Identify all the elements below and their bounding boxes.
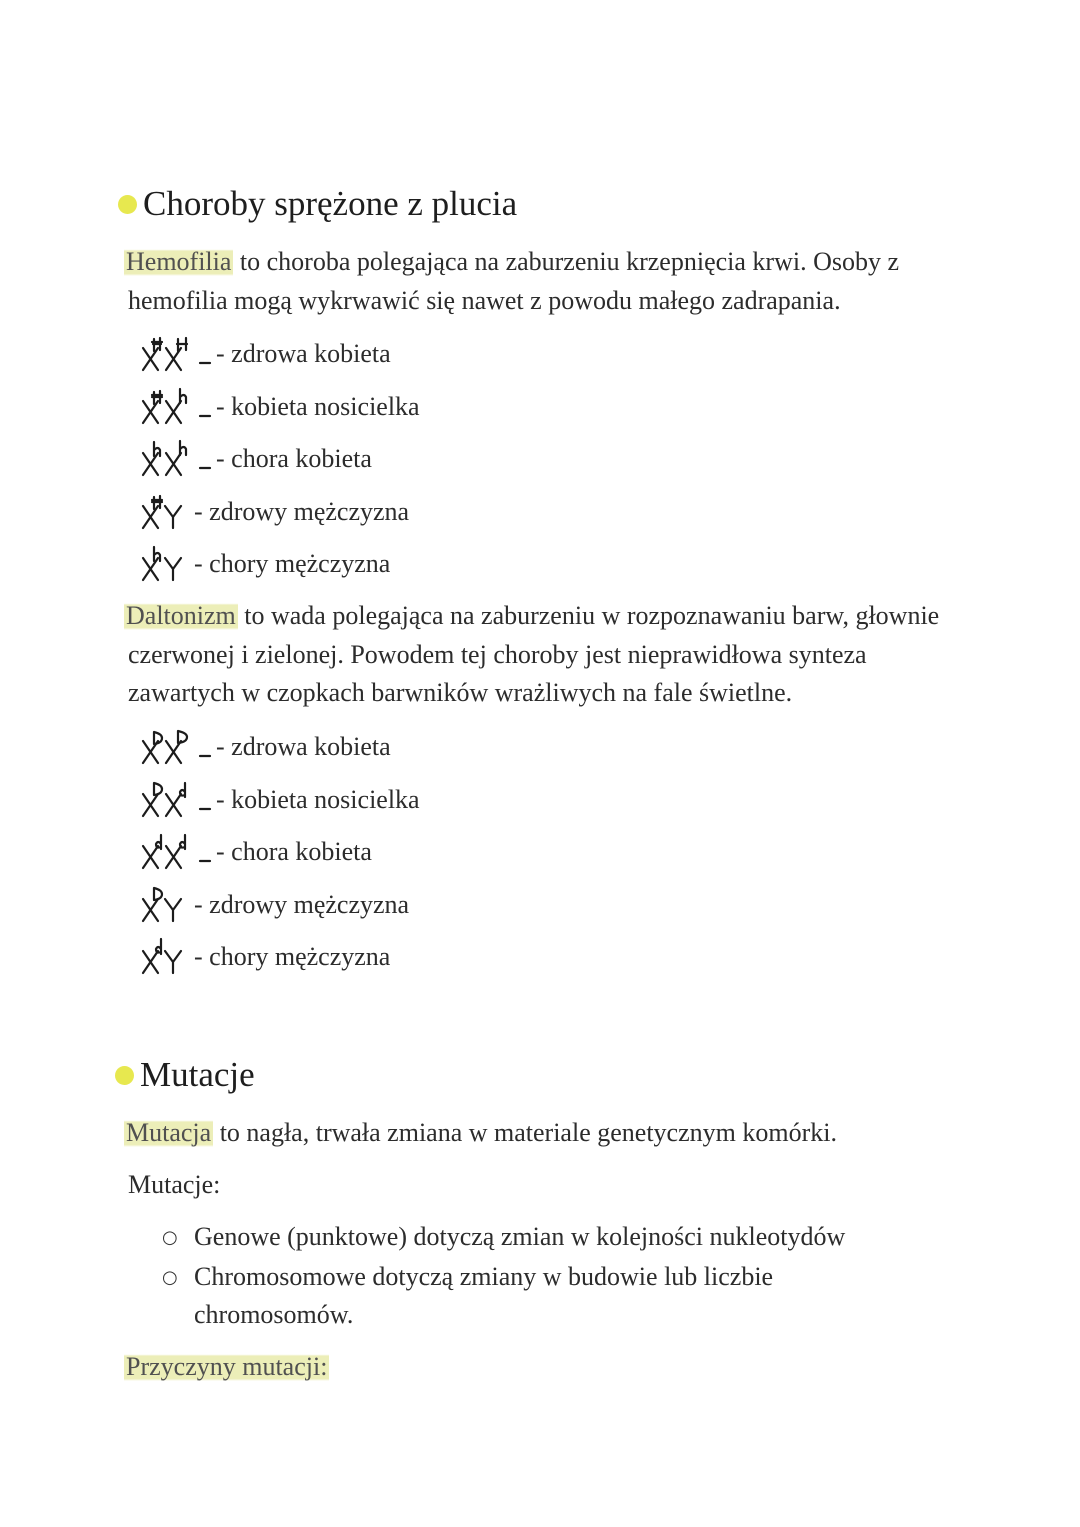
genotype-handwritten-icon: [140, 937, 190, 977]
circle-bullet-icon: ○: [162, 1227, 178, 1248]
circle-bullet-icon: ○: [162, 1266, 178, 1288]
mutations-list-label: Mutacje:: [128, 1170, 221, 1199]
section-title-mutations: [115, 1055, 255, 1095]
mutation-causes-label: [128, 1348, 958, 1387]
genotype-handwritten-icon: [140, 387, 212, 427]
genotype-handwritten-icon: [140, 544, 190, 584]
genotype-row: [140, 433, 420, 486]
genotype-desc: - zdrowa kobieta: [216, 339, 391, 369]
mutation-types-list: [162, 1218, 922, 1335]
mutation-definition: [128, 1114, 958, 1153]
genotype-handwritten-icon: [140, 439, 212, 479]
hemofilia-text: to choroba polegająca na zaburzeniu krzepnięcia krwi. Osoby z hemofilia mogą wykrwawić się nawet z powodu małego zadrapania.: [128, 247, 900, 315]
daltonizm-paragraph: [128, 597, 958, 713]
genotype-desc: - chora kobieta: [216, 837, 372, 867]
list-item: [162, 1258, 922, 1335]
genotype-row: [140, 538, 420, 591]
genotype-desc: - chory mężczyzna: [194, 942, 391, 972]
genotype-handwritten-icon: [140, 334, 212, 374]
highlight-term-daltonizm: Daltonizm: [126, 601, 236, 630]
genotype-handwritten-icon: [140, 780, 212, 820]
highlight-causes: Przyczyny mutacji:: [126, 1352, 328, 1381]
genotype-handwritten-icon: [140, 885, 190, 925]
genotype-handwritten-icon: [140, 727, 212, 767]
bullet-dot-icon: [115, 1066, 134, 1085]
genotype-desc: - kobieta nosicielka: [216, 391, 420, 421]
genotype-row: [140, 826, 420, 879]
genotype-handwritten-icon: [140, 832, 212, 872]
section-title-text: Choroby sprężone z plucia: [143, 184, 518, 223]
genotype-desc: - chora kobieta: [216, 444, 372, 474]
daltonizm-genotype-list: [140, 721, 420, 984]
highlight-term-mutacja: Mutacja: [126, 1118, 212, 1147]
genotype-row: [140, 328, 420, 381]
bullet-dot-icon: [118, 195, 137, 214]
genotype-row: [140, 381, 420, 434]
genotype-row: [140, 931, 420, 984]
genotype-row: [140, 879, 420, 932]
section-title-text: Mutacje: [140, 1055, 255, 1094]
genotype-row: [140, 721, 420, 774]
mutation-definition-text: to nagła, trwała zmiana w materiale genetycznym komórki.: [213, 1118, 837, 1147]
hemofilia-paragraph: [128, 243, 958, 320]
list-item-text: Genowe (punktowe) dotyczą zmian w kolejności nukleotydów: [194, 1222, 846, 1251]
genotype-row: [140, 486, 420, 539]
genotype-row: [140, 774, 420, 827]
list-item: [162, 1218, 922, 1258]
genotype-desc: - zdrowa kobieta: [216, 732, 391, 762]
genotype-desc: - zdrowy mężczyzna: [194, 496, 410, 526]
genotype-desc: - kobieta nosicielka: [216, 784, 420, 814]
genotype-handwritten-icon: [140, 492, 190, 532]
genotype-desc: - zdrowy mężczyzna: [194, 889, 410, 919]
daltonizm-text: to wada polegająca na zaburzeniu w rozpoznawaniu barw, głownie czerwonej i zielonej. Powodem tej choroby jest nieprawidłowa synteza zawartych w czopkach barwników wrażliwych na fale świetlne.: [128, 601, 940, 707]
highlight-term-hemofilia: Hemofilia: [126, 247, 232, 276]
section-title-sex-linked: [118, 184, 517, 224]
genotype-desc: - chory mężczyzna: [194, 549, 391, 579]
list-item-text: Chromosomowe dotyczą zmiany w budowie lub liczbie chromosomów.: [194, 1261, 774, 1329]
hemofilia-genotype-list: [140, 328, 420, 591]
